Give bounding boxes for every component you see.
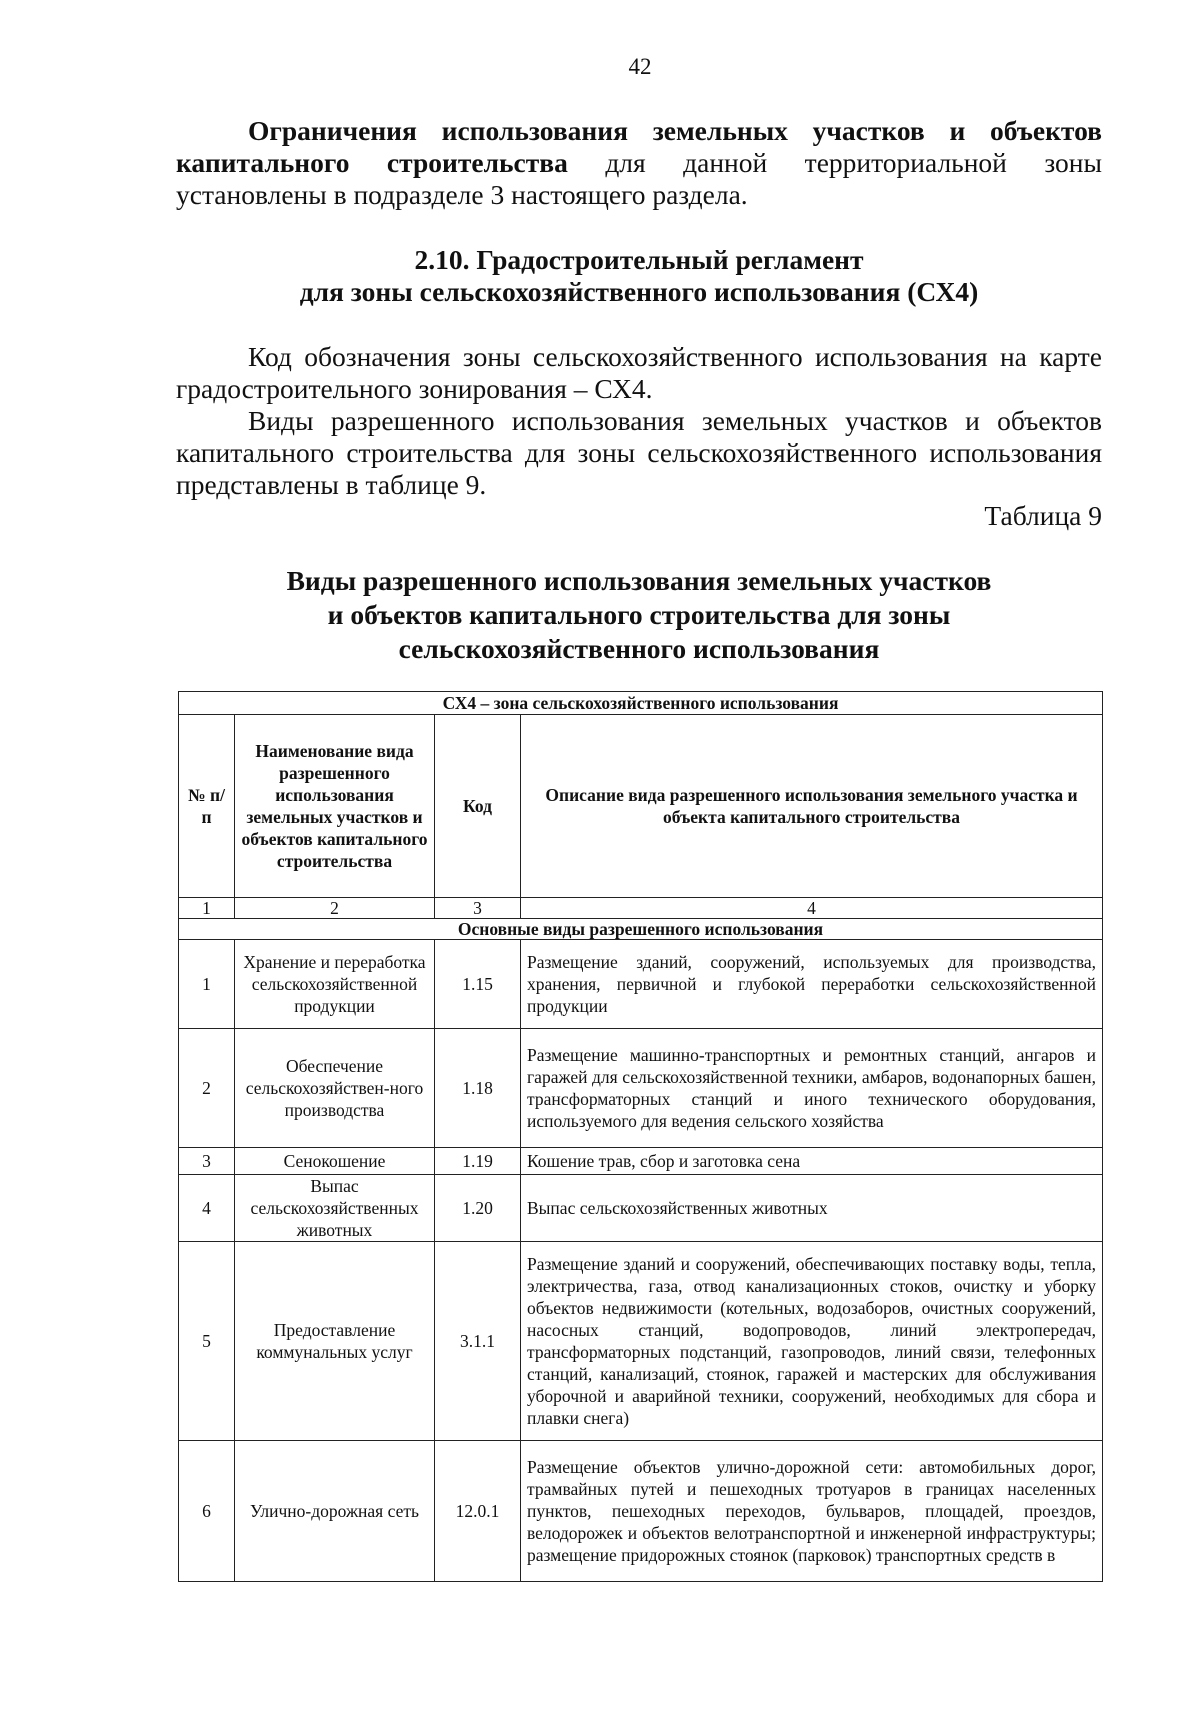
table-title-line1: Виды разрешенного использования земельных участков <box>286 565 992 596</box>
header-num: № п/п <box>179 715 235 898</box>
table-row <box>179 1242 1103 1441</box>
column-number: 1 <box>179 898 235 919</box>
row-number: 4 <box>179 1175 235 1242</box>
column-number-row <box>179 898 1103 919</box>
row-name: Хранение и переработка сельскохозяйственной продукции <box>235 940 435 1029</box>
column-number: 4 <box>521 898 1103 919</box>
section-heading <box>176 244 1102 308</box>
permitted-uses-table <box>178 691 1103 1582</box>
table-title-line2: и объектов капитального строительства для зоны <box>327 599 951 630</box>
row-name: Выпас сельскохозяйственных животных <box>235 1175 435 1242</box>
row-description: Кошение трав, сбор и заготовка сена <box>521 1148 1103 1175</box>
row-code: 1.19 <box>435 1148 521 1175</box>
group-title-row <box>179 919 1103 940</box>
header-name: Наименование вида разрешенного использования земельных участков и объектов капитального строительства <box>235 715 435 898</box>
row-name: Обеспечение сельскохозяйствен-ного производства <box>235 1029 435 1148</box>
table-row <box>179 1441 1103 1582</box>
column-number: 2 <box>235 898 435 919</box>
group-title: Основные виды разрешенного использования <box>179 919 1103 940</box>
permitted-uses-paragraph: Виды разрешенного использования земельных участков и объектов капитального строительства для зоны сельскохозяйственного использования представлены в таблице 9. <box>176 405 1102 500</box>
restrictions-rest: для данной территориальной зоны установлены в подразделе 3 настоящего раздела. <box>176 147 1102 210</box>
table-row <box>179 1175 1103 1242</box>
zone-code-paragraph: Код обозначения зоны сельскохозяйственного использования на карте градостроительного зонирования – СХ4. <box>176 341 1102 404</box>
row-code: 1.15 <box>435 940 521 1029</box>
table-row <box>179 1029 1103 1148</box>
table-header-row <box>179 715 1103 898</box>
row-description: Размещение машинно-транспортных и ремонтных станций, ангаров и гаражей для сельскохозяйственной техники, амбаров, водонапорных башен, трансформаторных станций и иного технического оборудования, используемого для ведения сельского хозяйства <box>521 1029 1103 1148</box>
table-label: Таблица 9 <box>984 500 1102 531</box>
row-code: 1.20 <box>435 1175 521 1242</box>
row-number: 6 <box>179 1441 235 1582</box>
row-description: Размещение объектов улично-дорожной сети: автомобильных дорог, трамвайных путей и пешеходных тротуаров в границах населенных пунктов, пешеходных переходов, бульваров, площадей, проездов, велодорожек и объектов велотранспортной и инженерной инфраструктуры; размещение придорожных стоянок (парковок) транспортных средств в <box>521 1441 1103 1582</box>
restrictions-lead: Ограничения использования земельных участков и объектов капитального строительства <box>176 115 1102 178</box>
zone-title-row <box>179 692 1103 715</box>
column-number: 3 <box>435 898 521 919</box>
header-code: Код <box>435 715 521 898</box>
zone-title: СХ4 – зона сельскохозяйственного использования <box>179 692 1103 715</box>
table-row <box>179 940 1103 1029</box>
row-number: 2 <box>179 1029 235 1148</box>
row-number: 1 <box>179 940 235 1029</box>
row-name: Улично-дорожная сеть <box>235 1441 435 1582</box>
row-name: Предоставление коммунальных услуг <box>235 1242 435 1441</box>
row-description: Выпас сельскохозяйственных животных <box>521 1175 1103 1242</box>
page-number: 42 <box>628 54 652 79</box>
row-description: Размещение зданий, сооружений, используемых для производства, хранения, первичной и глубокой переработки сельскохозяйственной продукции <box>521 940 1103 1029</box>
table-row <box>179 1148 1103 1175</box>
row-number: 5 <box>179 1242 235 1441</box>
row-number: 3 <box>179 1148 235 1175</box>
restrictions-paragraph <box>176 115 1102 211</box>
row-code: 1.18 <box>435 1029 521 1148</box>
row-code: 3.1.1 <box>435 1242 521 1441</box>
section-heading-line1: 2.10. Градостроительный регламент <box>414 244 864 275</box>
row-name: Сенокошение <box>235 1148 435 1175</box>
table-title-line3: сельскохозяйственного использования <box>398 633 880 664</box>
row-code: 12.0.1 <box>435 1441 521 1582</box>
table-title <box>176 564 1102 666</box>
section-heading-line2: для зоны сельскохозяйственного использования (СХ4) <box>299 276 979 307</box>
header-description: Описание вида разрешенного использования земельного участка и объекта капитального строительства <box>521 715 1103 898</box>
row-description: Размещение зданий и сооружений, обеспечивающих поставку воды, тепла, электричества, газа, отвод канализационных стоков, очистку и уборку объектов недвижимости (котельных, водозаборов, очистных сооружений, насосных станций, водопроводов, линий электропередач, трансформаторных подстанций, газопроводов, линий связи, телефонных станций, канализаций, стоянок, гаражей и мастерских для обслуживания уборочной и аварийной техники, сооружений, необходимых для сбора и плавки снега) <box>521 1242 1103 1441</box>
